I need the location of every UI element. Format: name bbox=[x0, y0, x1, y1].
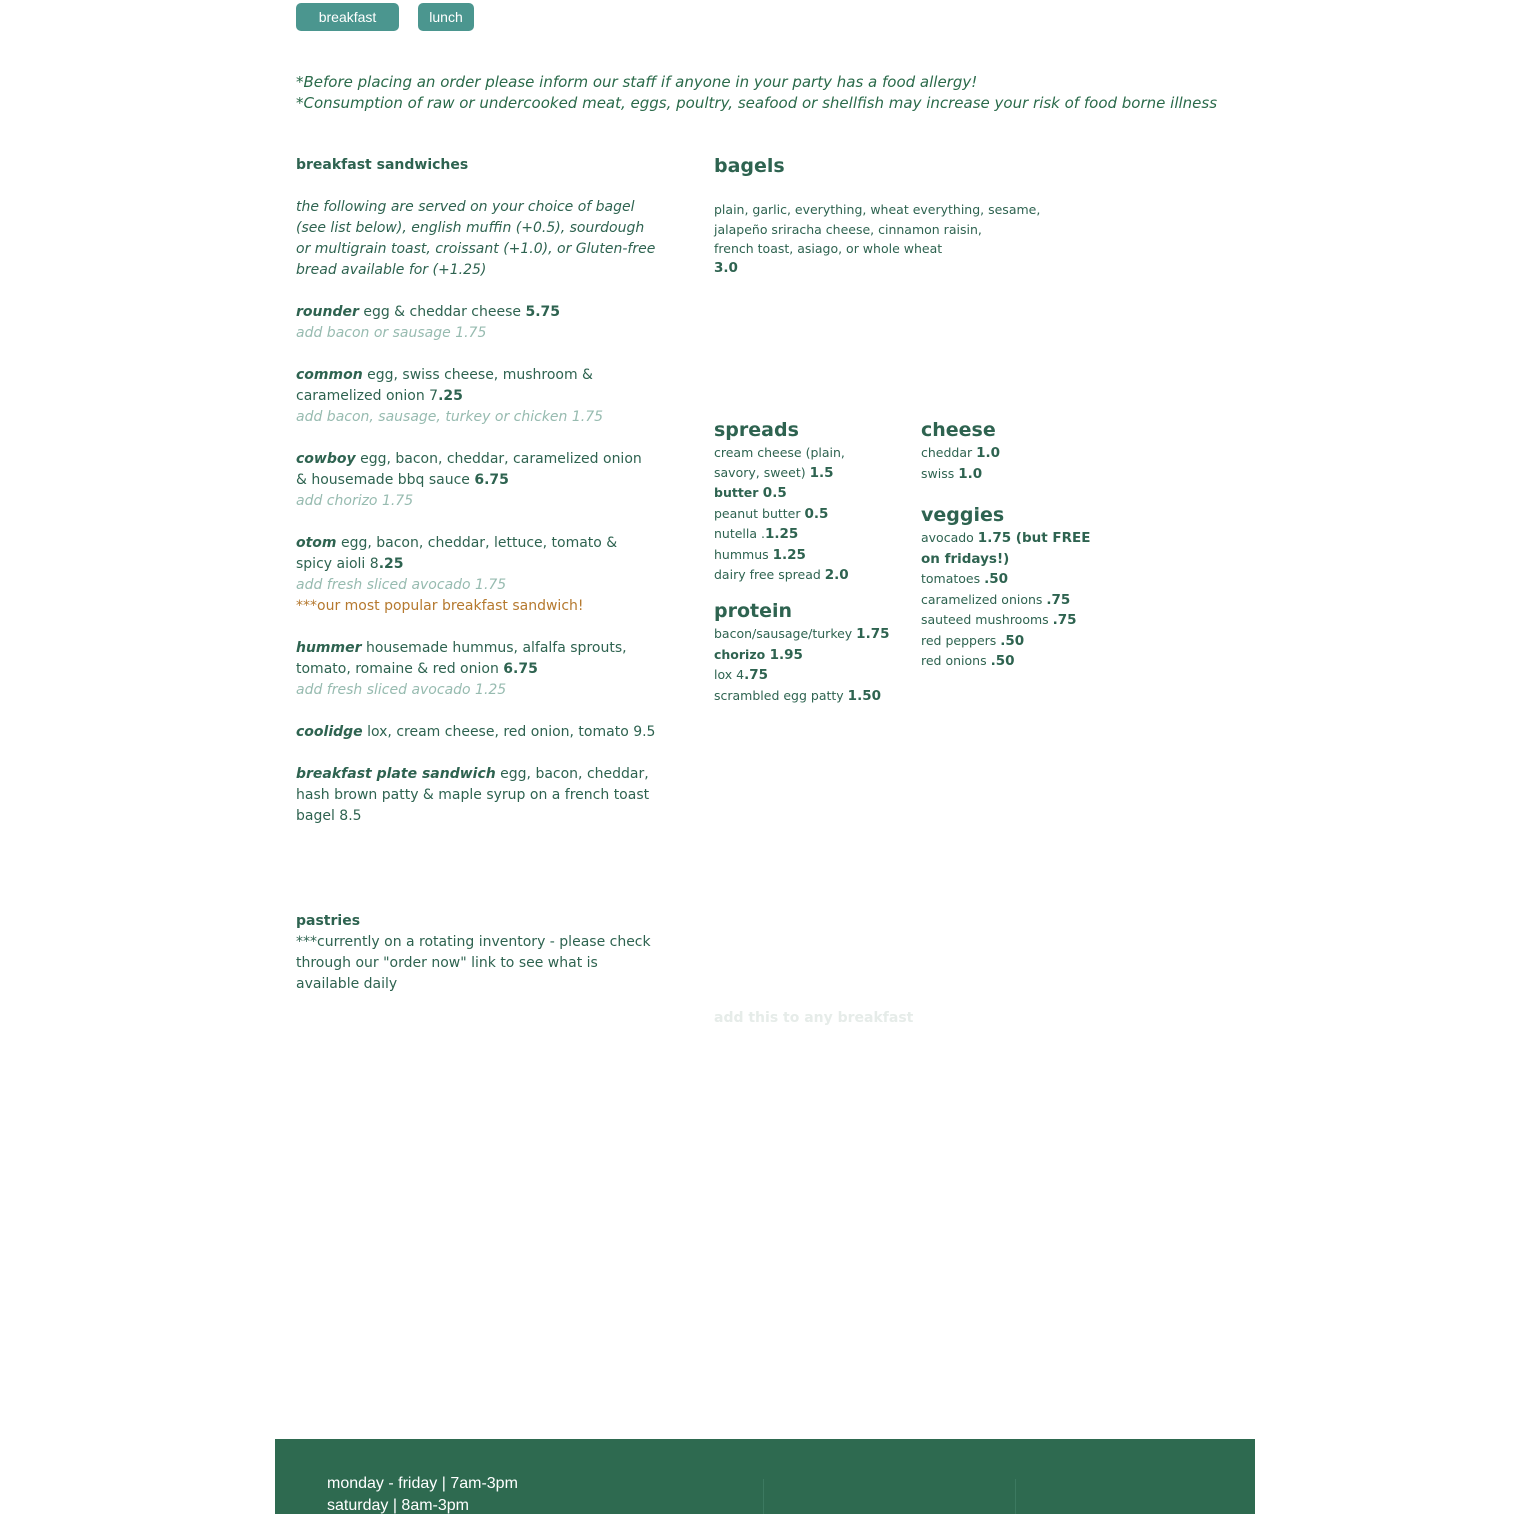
veggies-item bbox=[921, 528, 1101, 569]
item-price: 1.5 bbox=[809, 464, 834, 481]
menu-item-line bbox=[296, 722, 656, 743]
item-price: .75 bbox=[1046, 591, 1071, 608]
cheese-list bbox=[921, 443, 1101, 484]
item-price: 0.5 bbox=[762, 485, 787, 501]
opening-hours bbox=[327, 1473, 518, 1514]
menu-item-price: .25 bbox=[378, 556, 404, 572]
item-price: .75 bbox=[1052, 612, 1077, 628]
cheese-item bbox=[921, 443, 1101, 464]
item-price: 1.0 bbox=[958, 465, 983, 482]
protein-list bbox=[714, 624, 894, 706]
protein-item bbox=[714, 645, 894, 666]
menu-item-name: breakfast plate sandwich bbox=[296, 766, 496, 782]
pastries-text: ***currently on a rotating inventory - please check through our "order now" link to see what is available daily bbox=[296, 934, 651, 992]
item-name: tomatoes bbox=[921, 571, 985, 586]
menu-item-price: 6.75 bbox=[503, 661, 538, 677]
footer-divider bbox=[763, 1479, 764, 1514]
menu-item-desc: egg, bacon, cheddar, lettuce, tomato & spicy aioli 8 bbox=[296, 535, 618, 572]
menu-item-addon: add fresh sliced avocado 1.75 bbox=[296, 577, 507, 593]
veggies-list bbox=[921, 528, 1101, 672]
hours-line: monday - friday | 7am-3pm bbox=[327, 1475, 518, 1492]
menu-item-desc: housemade hummus, alfalfa sprouts, tomato, romaine & red onion bbox=[296, 640, 627, 677]
spreads-section bbox=[714, 418, 894, 586]
item-price: .50 bbox=[1000, 632, 1025, 649]
menu-item-price: 6.75 bbox=[474, 472, 509, 488]
menu-item-name: otom bbox=[296, 535, 337, 551]
item-name: chorizo bbox=[714, 646, 770, 662]
item-name: caramelized onions bbox=[921, 591, 1047, 607]
item-name: cheddar bbox=[921, 445, 977, 460]
item-price: .50 bbox=[990, 653, 1015, 669]
menu-item-addon: add chorizo 1.75 bbox=[296, 493, 414, 509]
menu-item-desc: egg, bacon, cheddar, hash brown patty & maple syrup on a french toast bagel 8.5 bbox=[296, 766, 650, 824]
breakfast-sandwiches-section bbox=[296, 155, 656, 995]
menu-item bbox=[296, 533, 656, 617]
spreads-item bbox=[714, 443, 894, 483]
menu-item bbox=[296, 449, 656, 512]
tab-lunch[interactable]: lunch bbox=[418, 3, 474, 31]
veggies-item bbox=[921, 631, 1101, 652]
menu-item-price: 5.75 bbox=[525, 304, 560, 320]
veggies-item bbox=[921, 590, 1101, 611]
menu-item-name: hummer bbox=[296, 640, 362, 656]
pastries-section bbox=[296, 911, 656, 995]
menu-item-desc: lox, cream cheese, red onion, tomato 9.5 bbox=[362, 724, 656, 740]
menu-item-desc: egg, bacon, cheddar, caramelized onion & housemade bbq sauce bbox=[296, 451, 642, 488]
menu-item-desc: egg, swiss cheese, mushroom & caramelized onion 7 bbox=[296, 367, 593, 404]
item-price: 1.95 bbox=[769, 646, 803, 663]
menu-item-addon: add fresh sliced avocado 1.25 bbox=[296, 682, 507, 698]
item-name: dairy free spread bbox=[714, 567, 825, 582]
bagels-section bbox=[714, 154, 1054, 278]
item-price: 1.75 bbox=[856, 626, 890, 642]
menu-item bbox=[296, 365, 656, 428]
menu-item-line bbox=[296, 533, 656, 575]
hours-line: saturday | 8am-3pm bbox=[327, 1497, 469, 1514]
menu-item-addon: add bacon, sausage, turkey or chicken 1.75 bbox=[296, 409, 604, 425]
footer-divider bbox=[1015, 1479, 1016, 1514]
tab-breakfast[interactable]: breakfast bbox=[296, 3, 399, 31]
menu-item bbox=[296, 302, 656, 344]
section-title: spreads bbox=[714, 419, 799, 441]
sandwich-list bbox=[296, 302, 656, 827]
menu-item-desc: egg & cheddar cheese bbox=[358, 304, 526, 320]
protein-item bbox=[714, 665, 894, 686]
section-title: breakfast sandwiches bbox=[296, 157, 469, 173]
spreads-item bbox=[714, 504, 894, 525]
spreads-item bbox=[714, 565, 894, 586]
bagel-line: plain, garlic, everything, wheat everything, sesame, bbox=[714, 202, 1041, 217]
spreads-list bbox=[714, 443, 894, 586]
item-name: lox 4 bbox=[714, 667, 745, 682]
menu-item-line bbox=[296, 764, 656, 827]
section-title: bagels bbox=[714, 155, 785, 177]
bagel-line: jalapeño sriracha cheese, cinnamon raisin, bbox=[714, 221, 982, 237]
item-name: butter bbox=[714, 485, 763, 500]
item-name: sauteed mushrooms bbox=[921, 612, 1053, 627]
item-name: cream cheese (plain, savory, sweet) bbox=[714, 445, 845, 480]
menu-item bbox=[296, 638, 656, 701]
menu-item-addon: add bacon or sausage 1.75 bbox=[296, 325, 487, 341]
footer bbox=[275, 1439, 1255, 1514]
bagel-list bbox=[714, 200, 1054, 278]
item-price: 1.0 bbox=[976, 445, 1001, 461]
protein-section bbox=[714, 599, 894, 706]
section-title: protein bbox=[714, 600, 793, 622]
section-intro: the following are served on your choice of bagel (see list below), english muffin (+0.5), sourdough or multigrain toast, croissant (+1.0), or Gluten-free bread available for (+1.25) bbox=[296, 199, 656, 278]
notice-line: *Before placing an order please inform our staff if anyone in your party has a food allergy! bbox=[296, 73, 978, 91]
bagel-line: french toast, asiago, or whole wheat bbox=[714, 241, 943, 256]
menu-item-name: rounder bbox=[296, 304, 359, 320]
item-name: nutella . bbox=[714, 526, 765, 541]
item-price: 2.0 bbox=[824, 567, 849, 583]
menu-item bbox=[296, 722, 656, 743]
menu-item-line bbox=[296, 302, 656, 323]
cheese-section bbox=[921, 418, 1101, 484]
item-name: red peppers bbox=[921, 632, 1001, 648]
faint-caption: add this to any breakfast bbox=[714, 1010, 914, 1026]
popular-note: ***our most popular breakfast sandwich! bbox=[296, 598, 584, 614]
menu-item-name: coolidge bbox=[296, 724, 363, 740]
section-title: pastries bbox=[296, 913, 361, 929]
veggies-item bbox=[921, 610, 1101, 631]
item-price: 1.75 (but FREE on fridays!) bbox=[921, 530, 1091, 567]
menu-item-line bbox=[296, 449, 656, 491]
cheese-item bbox=[921, 464, 1101, 485]
section-title: veggies bbox=[921, 504, 1005, 526]
spreads-item bbox=[714, 483, 894, 504]
item-price: 1.25 bbox=[772, 546, 806, 563]
item-price: 1.25 bbox=[765, 526, 799, 542]
protein-item bbox=[714, 686, 894, 707]
item-price: .75 bbox=[744, 667, 768, 683]
item-name: bacon/sausage/turkey bbox=[714, 626, 857, 641]
item-price: .50 bbox=[984, 571, 1009, 587]
veggies-item bbox=[921, 569, 1101, 590]
veggies-section bbox=[921, 503, 1101, 672]
notice-line: *Consumption of raw or undercooked meat, eggs, poultry, seafood or shellfish may increase your risk of food borne illness bbox=[296, 94, 1218, 112]
protein-item bbox=[714, 624, 894, 645]
allergy-notice bbox=[296, 72, 1217, 114]
spreads-item bbox=[714, 524, 894, 545]
item-name: hummus bbox=[714, 546, 773, 562]
section-title: cheese bbox=[921, 419, 996, 441]
item-name: swiss bbox=[921, 465, 959, 481]
item-name: avocado bbox=[921, 530, 978, 545]
menu-item bbox=[296, 764, 656, 827]
spreads-item bbox=[714, 545, 894, 566]
item-name: red onions bbox=[921, 653, 991, 668]
bagel-price: 3.0 bbox=[714, 259, 738, 276]
menu-item-name: cowboy bbox=[296, 451, 356, 467]
veggies-item bbox=[921, 651, 1101, 672]
item-name: scrambled egg patty bbox=[714, 687, 848, 703]
menu-item-line bbox=[296, 365, 656, 407]
item-price: 0.5 bbox=[804, 505, 829, 522]
menu-item-name: common bbox=[296, 367, 363, 383]
menu-item-line bbox=[296, 638, 656, 680]
menu-item-price: .25 bbox=[438, 388, 463, 404]
item-name: peanut butter bbox=[714, 505, 805, 521]
item-price: 1.50 bbox=[847, 687, 881, 704]
